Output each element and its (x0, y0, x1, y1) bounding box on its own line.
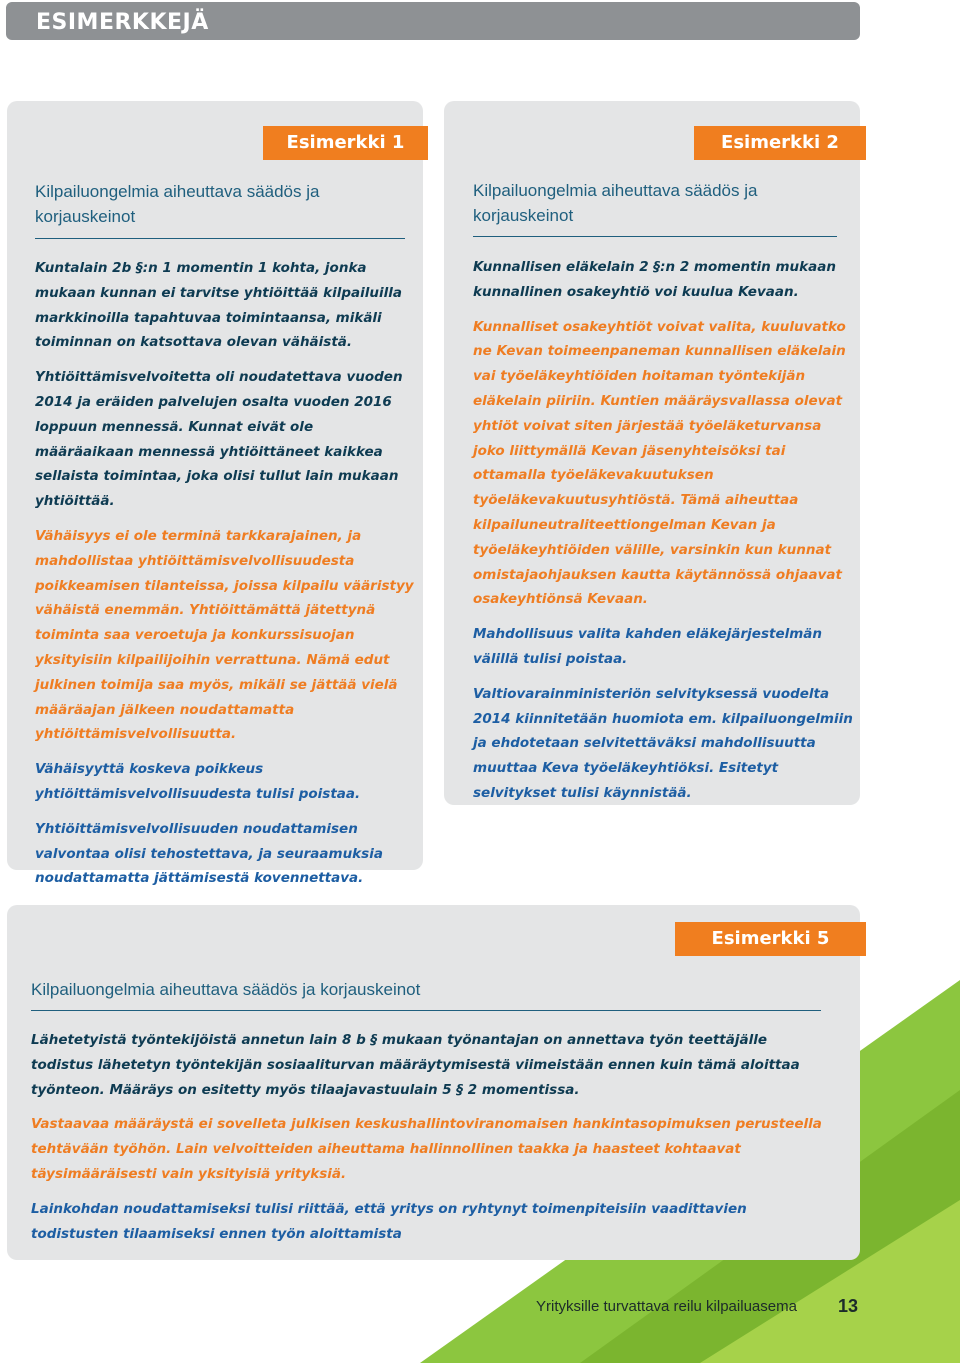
example-5-para-1: Lähetetyistä työntekijöistä annetun lain 8 b § mukaan työnantajan on annettava työn teettäjälle todistus lähetetyn työntekijän sosiaaliturvan määräytymisestä viimeistään ennen kuin tämä aloittaa työnteon. Määräys on esitetty myös tilaajavastuulain 5 § 2 momentissa. (31, 1032, 800, 1098)
example-1-para-4: Vähäisyyttä koskeva poikkeus yhtiöittämisvelvollisuudesta tulisi poistaa. (35, 761, 361, 802)
example-1-para-1: Kuntalain 2b §:n 1 momentin 1 kohta, jonka mukaan kunnan ei tarvitse yhtiöittää kilpailuilla markkinoilla tapahtuvaa toimintaansa, mikäli toiminnan on katsottava olevan vähäistä. (35, 260, 402, 351)
example-5-body (31, 1028, 831, 1256)
example-2-para-4: Valtiovarainministeriön selvityksessä vuodelta 2014 kiinnitetään huomiota em. kilpailuongelmiin ja ehdotetaan selvitettäväksi mahdollisuutta muuttaa Keva työeläkeyhtiöksi. Esitetyt selvitykset tulisi käynnistää. (473, 685, 853, 801)
example-5-tag: Esimerkki 5 (675, 922, 866, 956)
example-1-tag: Esimerkki 1 (263, 126, 428, 160)
example-2-para-3: Mahdollisuus valita kahden eläkejärjestelmän välillä tulisi poistaa. (473, 626, 823, 667)
section-title: ESIMERKKEJÄ (36, 10, 209, 35)
example-2-para-1: Kunnallisen eläkelain 2 §:n 2 momentin mukaan kunnallinen osakeyhtiö voi kuulua Kevaan. (473, 259, 836, 300)
example-5-divider (31, 1010, 821, 1011)
example-1-para-5: Yhtiöittämisvelvollisuuden noudattamisen valvontaa olisi tehostettava, ja seuraamuksia noudattamatta jättämisestä kovennettava. (35, 820, 383, 887)
page-number: 13 (838, 1296, 859, 1316)
example-5-heading: Kilpailuongelmia aiheuttava säädös ja korjauskeinot (31, 980, 421, 999)
example-1-divider (35, 238, 405, 239)
example-2-tag: Esimerkki 2 (694, 126, 866, 160)
example-2-para-2: Kunnalliset osakeyhtiöt voivat valita, kuuluvatko ne Kevan toimeenpaneman kunnallisen eläkelain vai työeläkeyhtiöiden hoitaman työntekijän eläkelain piiriin. Kuntien määräysvallassa olevat yhtiöt voivat siten järjestää työeläketurvansa joko liittymällä Kevan jäsenyhteisöksi tai ottamalla työeläkevakuutuksen työeläkevakuutusyhtiöstä. Tämä aiheuttaa kilpailuneutraliteettiongelman Kevan ja työeläkeyhtiöiden välille, varsinkin kun kunnat omistajaohjauksen kautta käytännössä ohjaavat osakeyhtiönsä Kevaan. (473, 318, 846, 608)
example-1-body (35, 256, 415, 901)
section-header (6, 2, 860, 40)
example-2-divider (473, 236, 837, 237)
example-1-para-2: Yhtiöittämisvelvoitetta oli noudatettava vuoden 2014 ja eräiden palvelujen osalta vuoden 2016 loppuun mennessä. Kunnat eivät ole määräaikaan mennessä yhtiöittäneet kaikkea sellaista toimintaa, joka olisi tullut lain mukaan yhtiöittää. (35, 369, 403, 510)
example-5-para-3: Lainkohdan noudattamiseksi tulisi riittää, että yritys on ryhtynyt toimenpiteisiin vaadittavien todistusten tilaamiseksi ennen työn aloittamista (31, 1200, 747, 1242)
example-1-heading: Kilpailuongelmia aiheuttava säädös ja korjauskeinot (35, 182, 320, 226)
example-2-body (473, 255, 853, 816)
example-5-para-2: Vastaavaa määräystä ei sovelleta julkisen keskushallintoviranomaisen hankintasopimuksen perusteella tehtävään työhön. Lain velvoitteiden aiheuttama hallinnollinen taakka ja haasteet kohtaavat täysimääräisesti vain yksityisiä yrityksiä. (31, 1116, 822, 1182)
example-2-heading: Kilpailuongelmia aiheuttava säädös ja korjauskeinot (473, 181, 758, 225)
footer-text: Yrityksille turvattava reilu kilpailuasema (536, 1298, 797, 1315)
example-1-para-3: Vähäisyys ei ole terminä tarkkarajainen, ja mahdollistaa yhtiöittämisvelvollisuudesta poikkeamisen tilanteissa, joissa kilpailu vääristyy vähäistä enemmän. Yhtiöittämättä jätettynä toiminta saa veroetuja ja konkurssisuojan yksityisiin kilpailijoihin verrattuna. Nämä edut julkinen toimija saa myös, mikäli se jättää vielä määräajan jälkeen noudattamatta yhtiöittämisvelvollisuutta. (35, 527, 414, 743)
